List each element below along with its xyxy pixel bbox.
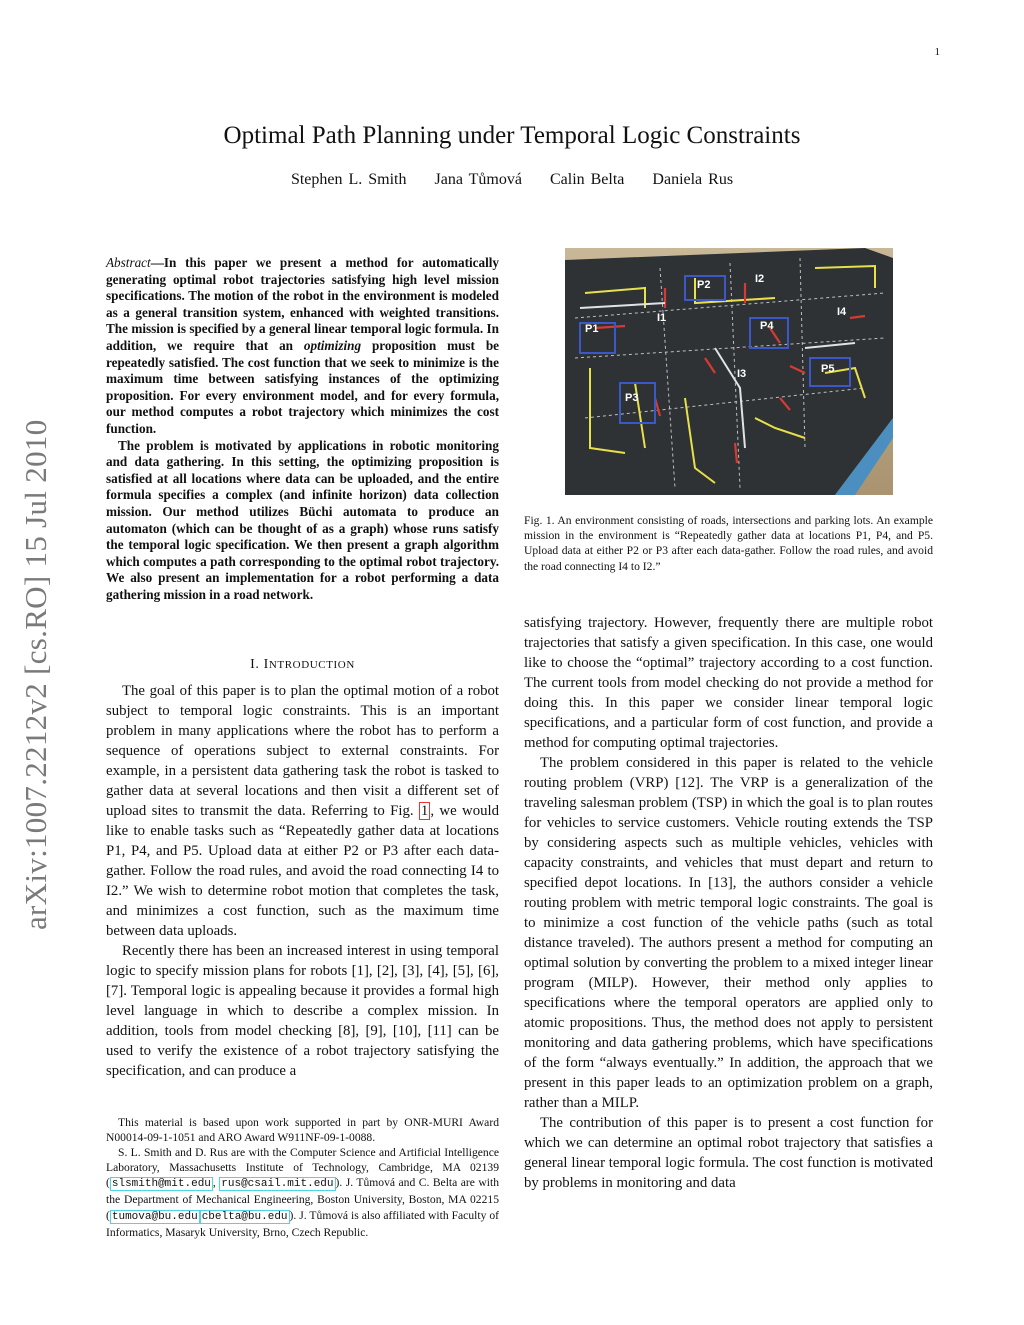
author-list — [0, 171, 1024, 189]
arxiv-identifier: arXiv:1007.2212v2 [cs.RO] 15 Jul 2010 — [18, 419, 53, 930]
abstract-paragraph — [106, 255, 499, 438]
author-name: Daniela Rus — [652, 171, 734, 188]
label-i1: I1 — [657, 312, 667, 324]
abstract-text: In this paper we present a method for automatically generating optimal robot trajectories satisfying high level mission specifications. The motion of the robot in the environment is modeled as a general transition system, enhanced with weighted transitions. The mission is specified by a general linear temporal logic formula. In addition, we require that an — [106, 255, 499, 353]
author-name: Stephen L. Smith — [290, 171, 407, 188]
road-network-photo — [565, 248, 893, 495]
footnote-text: ). J. Tůmová is also affiliated with Faculty of Informatics, Masaryk University, Brno, Czech Republic. — [106, 1208, 499, 1239]
paper-title: Optimal Path Planning under Temporal Logic Constraints — [223, 122, 801, 149]
abstract-dash: — — [150, 255, 164, 270]
page-number: 1 — [934, 46, 940, 58]
section-title-smallcaps: NTRODUCTION — [268, 659, 355, 671]
label-p2: P2 — [697, 279, 711, 291]
author-name: Jana Tůmová — [434, 171, 522, 188]
label-p5: P5 — [821, 363, 835, 375]
email-link[interactable]: cbelta@bu.edu — [201, 1210, 288, 1223]
figure-reference-link[interactable]: 1 — [420, 803, 429, 819]
label-i3: I3 — [737, 368, 747, 380]
body-left-column — [106, 681, 499, 1081]
body-paragraph — [106, 681, 499, 941]
abstract-label: Abstract — [106, 255, 151, 270]
section-title-initial: I — [263, 657, 269, 672]
figure-caption: Fig. 1. An environment consisting of roads, intersections and parking lots. An example mission in the environment is “Repeatedly gather data at locations P1, P4, and P5. Upload data at either P2 or P3 after each data-gather. Follow the road rules, and avoid the road connecting I4 to I2.” — [524, 514, 933, 573]
email-link[interactable]: rus@csail.mit.edu — [221, 1178, 334, 1191]
footnote-text: ). J. Tůmová and C. Belta are with the Department of Mechanical Engineering, Boston University, Boston, MA 02215 ( — [106, 1176, 499, 1222]
body-paragraph: Recently there has been an increased interest in using temporal logic to specify mission plans for robots [1], [2], [3], [4], [5], [6], [7]. Temporal logic is appealing because it provides a formal high level language in which to describe a complex mission. In addition, tools from model checking [8], [9], [10], [11] can be used to verify the existence of a robot trajectory satisfying the specification, and can produce a — [106, 943, 499, 1079]
author-name: Calin Belta — [549, 171, 625, 188]
body-paragraph: satisfying trajectory. However, frequently there are multiple robot trajectories that satisfy a given specification. In this case, one would like to choose the “optimal” trajectory according to a cost function. The current tools from model checking do not provide a method for doing this. In this paper we consider linear temporal logic specifications, and a particular form of cost function, and provide a method for computing optimal trajectories. — [524, 615, 933, 751]
body-text: , we would like to enable tasks such as “Repeatedly gather data at locations P1, P4, and P5. Upload data at either P2 or P3 after each data-gather. Follow the road rules, and avoid the road connecting I4 to I2.” We wish to determine robot motion that completes the task, and minimizes a cost function, such as the maximum time between data uploads. — [106, 803, 499, 939]
footnote-funding: This material is based upon work supported in part by ONR-MURI Award N00014-09-1-1051 and ARO Award W911NF-09-1-0088. — [106, 1116, 499, 1145]
section-numeral: I. — [250, 657, 260, 672]
email-link[interactable]: tumova@bu.edu — [111, 1210, 198, 1223]
footnotes — [106, 1115, 499, 1240]
label-p1: P1 — [585, 323, 599, 335]
abstract-text: proposition must be repeatedly satisfied. The cost function that we seek to minimize is the maximum time between satisfying instances of the optimizing proposition. For every environment model, and for every formula, our method computes a robot trajectory which minimizes the cost function. — [106, 337, 500, 436]
label-i2: I2 — [755, 273, 765, 285]
footnote-affiliations — [106, 1145, 499, 1240]
body-paragraph: The problem considered in this paper is related to the vehicle routing problem (VRP) [12]. The VRP is a generalization of the traveling salesman problem (TSP) in which the goal is to plan routes for vehicles to service customers. Vehicle routing extends the TSP by considering aspects such as multiple vehicles, vehicles with capacity constraints, and vehicles that must depart and return to specified depot locations. In [13], the authors consider a vehicle routing problem with metric temporal logic constraints. The goal is to minimize a cost function of the vehicle paths (such as total distance traveled). The authors present a method for computing an optimal solution by converting the problem to a mixed integer linear program (MILP). However, their method only applies to specifications where the temporal operators are applied only to atomic propositions. Thus, the method does not apply to persistent monitoring and data gathering problems, which have specifications of the form “always eventually.” In addition, the approach that we present in this paper leads to an optimization problem on a graph, rather than a MILP. — [524, 755, 933, 1111]
body-paragraph: The contribution of this paper is to present a cost function for which we can determine an optimal robot trajectory that satisfies a general linear temporal logic formula. The cost function is motivated by problems in monitoring and data — [524, 1115, 933, 1191]
body-right-column — [524, 613, 933, 1193]
label-p4: P4 — [760, 320, 774, 332]
body-text: The goal of this paper is to plan the optimal motion of a robot subject to temporal logic constraints. This is an important problem in many applications where the robot has to perform a sequence of operations subject to external constraints. For example, in a persistent data gathering task the robot is tasked to gather data at several locations and then visit a different set of upload sites to transmit the data. Referring to Fig. — [106, 683, 499, 819]
section-heading-introduction — [106, 657, 499, 673]
email-link[interactable]: slsmith@mit.edu — [111, 1178, 211, 1191]
abstract-paragraph: The problem is motivated by applications in robotic monitoring and data gathering. In this setting, the optimizing proposition is satisfied at all locations where data can be uploaded, and the entire formula specifies a complex (and infinite horizon) data collection mission. Our method utilizes Büchi automata to produce an automaton (which can be thought of as a graph) whose runs satisfy the temporal logic specification. We then present a graph algorithm which computes a path corresponding to the optimal robot trajectory. We also present an implementation for a robot performing a data gathering mission in a road network. — [106, 437, 499, 602]
label-i4: I4 — [837, 306, 847, 318]
abstract-emphasis: optimizing — [303, 337, 362, 353]
footnote-text: S. L. Smith and D. Rus are with the Computer Science and Artificial Intelligence Laboratory, Massachusetts Institute of Technology, Cambridge, MA 02139 ( — [106, 1146, 499, 1190]
label-p3: P3 — [625, 392, 639, 404]
footnote-separator: , — [212, 1176, 220, 1190]
abstract — [106, 255, 499, 603]
